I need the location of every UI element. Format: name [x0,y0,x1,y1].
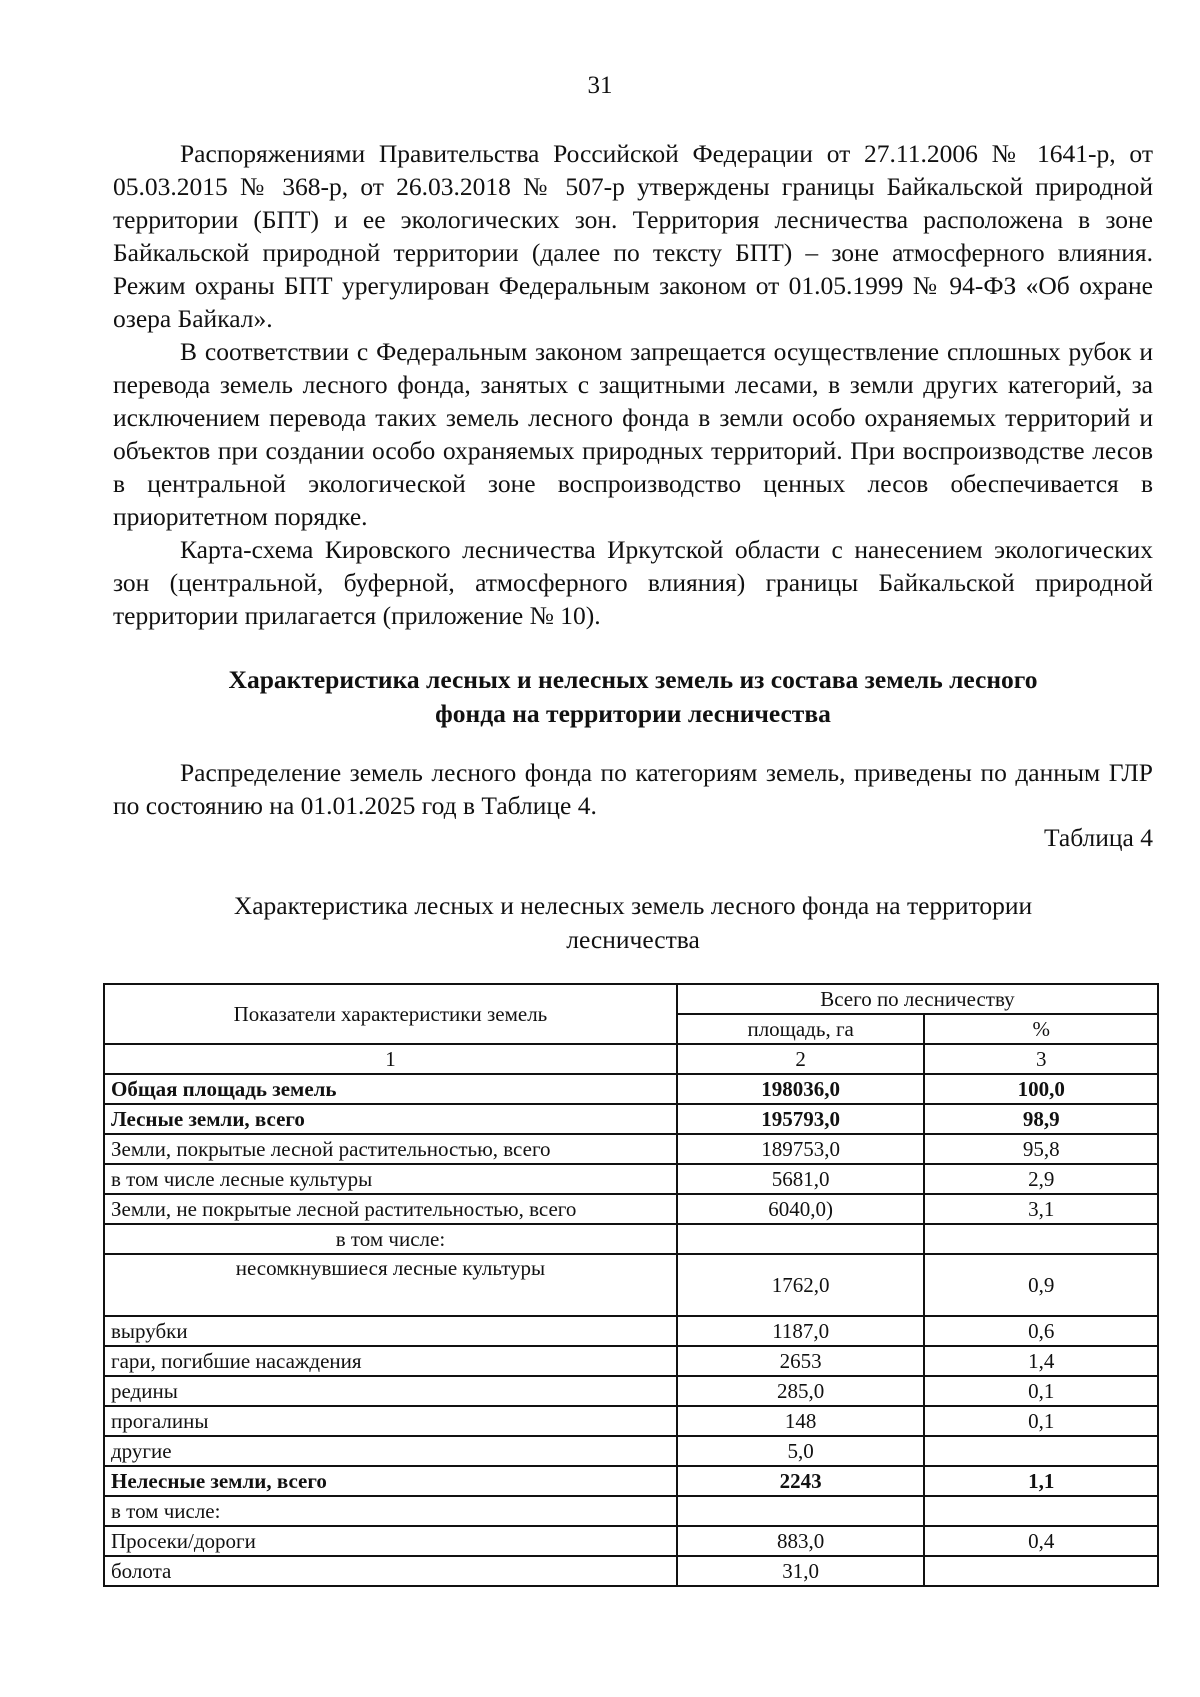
row-area: 1762,0 [677,1254,925,1316]
row-percent: 98,9 [924,1104,1158,1134]
table-row [104,1526,1158,1556]
row-indicator: Лесные земли, всего [104,1104,677,1134]
table-row [104,1406,1158,1436]
column-number-1: 1 [104,1044,677,1074]
row-indicator: прогалины [104,1406,677,1436]
row-area: 148 [677,1406,925,1436]
row-percent [924,1436,1158,1466]
row-percent [924,1556,1158,1586]
row-percent: 1,4 [924,1346,1158,1376]
row-indicator: гари, погибшие насаждения [104,1346,677,1376]
body-text [113,137,1153,632]
row-indicator: Просеки/дороги [104,1526,677,1556]
row-area: 198036,0 [677,1074,925,1104]
table-body [104,1074,1158,1586]
header-area: площадь, га [677,1014,925,1044]
row-area [677,1224,925,1254]
section-heading-line-2: фонда на территории лесничества [435,699,831,728]
column-number-3: 3 [924,1044,1158,1074]
table-label: Таблица 4 [1043,823,1153,852]
row-indicator: редины [104,1376,677,1406]
row-percent: 0,9 [924,1254,1158,1316]
row-percent: 0,6 [924,1316,1158,1346]
row-indicator: Нелесные земли, всего [104,1466,677,1496]
row-indicator: вырубки [104,1316,677,1346]
row-indicator: другие [104,1436,677,1466]
row-indicator: Земли, не покрытые лесной растительностью, всего [104,1194,677,1224]
row-area: 2653 [677,1346,925,1376]
section-heading [113,663,1153,731]
table-title [113,889,1153,957]
paragraph-3: Карта-схема Кировского лесничества Иркутской области с нанесением экологических зон (центральной, буферной, атмосферного влияния) границы Байкальской природной территории прилагается (приложение № 10). [113,535,1153,630]
row-area: 1187,0 [677,1316,925,1346]
row-percent: 100,0 [924,1074,1158,1104]
row-area: 285,0 [677,1376,925,1406]
row-area [677,1496,925,1526]
table-title-line-2: лесничества [566,925,700,954]
row-indicator: в том числе лесные культуры [104,1164,677,1194]
row-percent [924,1496,1158,1526]
table-row [104,1346,1158,1376]
table-row [104,1134,1158,1164]
row-indicator: Общая площадь земель [104,1074,677,1104]
row-percent: 0,1 [924,1376,1158,1406]
row-area: 189753,0 [677,1134,925,1164]
row-indicator: в том числе: [104,1496,677,1526]
row-area: 5,0 [677,1436,925,1466]
land-table [103,983,1159,1587]
table-row [104,1556,1158,1586]
row-area: 883,0 [677,1526,925,1556]
header-indicators: Показатели характеристики земель [104,984,677,1044]
paragraph-1: Распоряжениями Правительства Российской Федерации от 27.11.2006 № 1641-р, от 05.03.2015 № 368-р, от 26.03.2018 № 507-р утверждены границы Байкальской природной территории (БПТ) и ее экологических зон. Территория лесничества расположена в зоне Байкальской природной территории (далее по тексту БПТ) – зоне атмосферного влияния. Режим охраны БПТ урегулирован Федеральным законом от 01.05.1999 № 94-ФЗ «Об охране озера Байкал». [113,139,1153,333]
table-row [104,1376,1158,1406]
row-indicator: Земли, покрытые лесной растительностью, всего [104,1134,677,1164]
row-percent: 1,1 [924,1466,1158,1496]
table-row [104,1466,1158,1496]
row-percent: 95,8 [924,1134,1158,1164]
table-row [104,1254,1158,1316]
intro-paragraph: Распределение земель лесного фонда по категориям земель, приведены по данным ГЛР по состоянию на 01.01.2025 год в Таблице 4. [113,758,1153,820]
row-percent: 0,1 [924,1406,1158,1436]
row-percent [924,1224,1158,1254]
table-row [104,1104,1158,1134]
row-area: 6040,0) [677,1194,925,1224]
intro-text [113,756,1153,822]
row-indicator: в том числе: [104,1224,677,1254]
table-row [104,1436,1158,1466]
table-row [104,1496,1158,1526]
row-percent: 0,4 [924,1526,1158,1556]
row-area: 5681,0 [677,1164,925,1194]
table-row [104,1194,1158,1224]
row-indicator: болота [104,1556,677,1586]
row-percent: 3,1 [924,1194,1158,1224]
row-indicator: несомкнувшиеся лесные культуры [104,1254,677,1316]
section-heading-line-1: Характеристика лесных и нелесных земель из состава земель лесного [228,665,1038,694]
column-number-2: 2 [677,1044,925,1074]
table-row [104,1164,1158,1194]
row-area: 2243 [677,1466,925,1496]
table-row [104,1074,1158,1104]
header-total-forestry: Всего по лесничеству [677,984,1158,1014]
table-row [104,1316,1158,1346]
row-percent: 2,9 [924,1164,1158,1194]
table-title-line-1: Характеристика лесных и нелесных земель лесного фонда на территории [233,891,1033,920]
paragraph-2: В соответствии с Федеральным законом запрещается осуществление сплошных рубок и перевода земель лесного фонда, занятых с защитными лесами, в земли других категорий, за исключением перевода таких земель лесного фонда в земли особо охраняемых территорий и объектов при создании особо охраняемых природных территорий. При воспроизводстве лесов в центральной экологической зоне воспроизводство ценных лесов обеспечивается в приоритетном порядке. [113,337,1153,531]
header-percent: % [924,1014,1158,1044]
row-area: 195793,0 [677,1104,925,1134]
row-area: 31,0 [677,1556,925,1586]
table-row [104,1224,1158,1254]
page-number: 31 [587,72,613,99]
